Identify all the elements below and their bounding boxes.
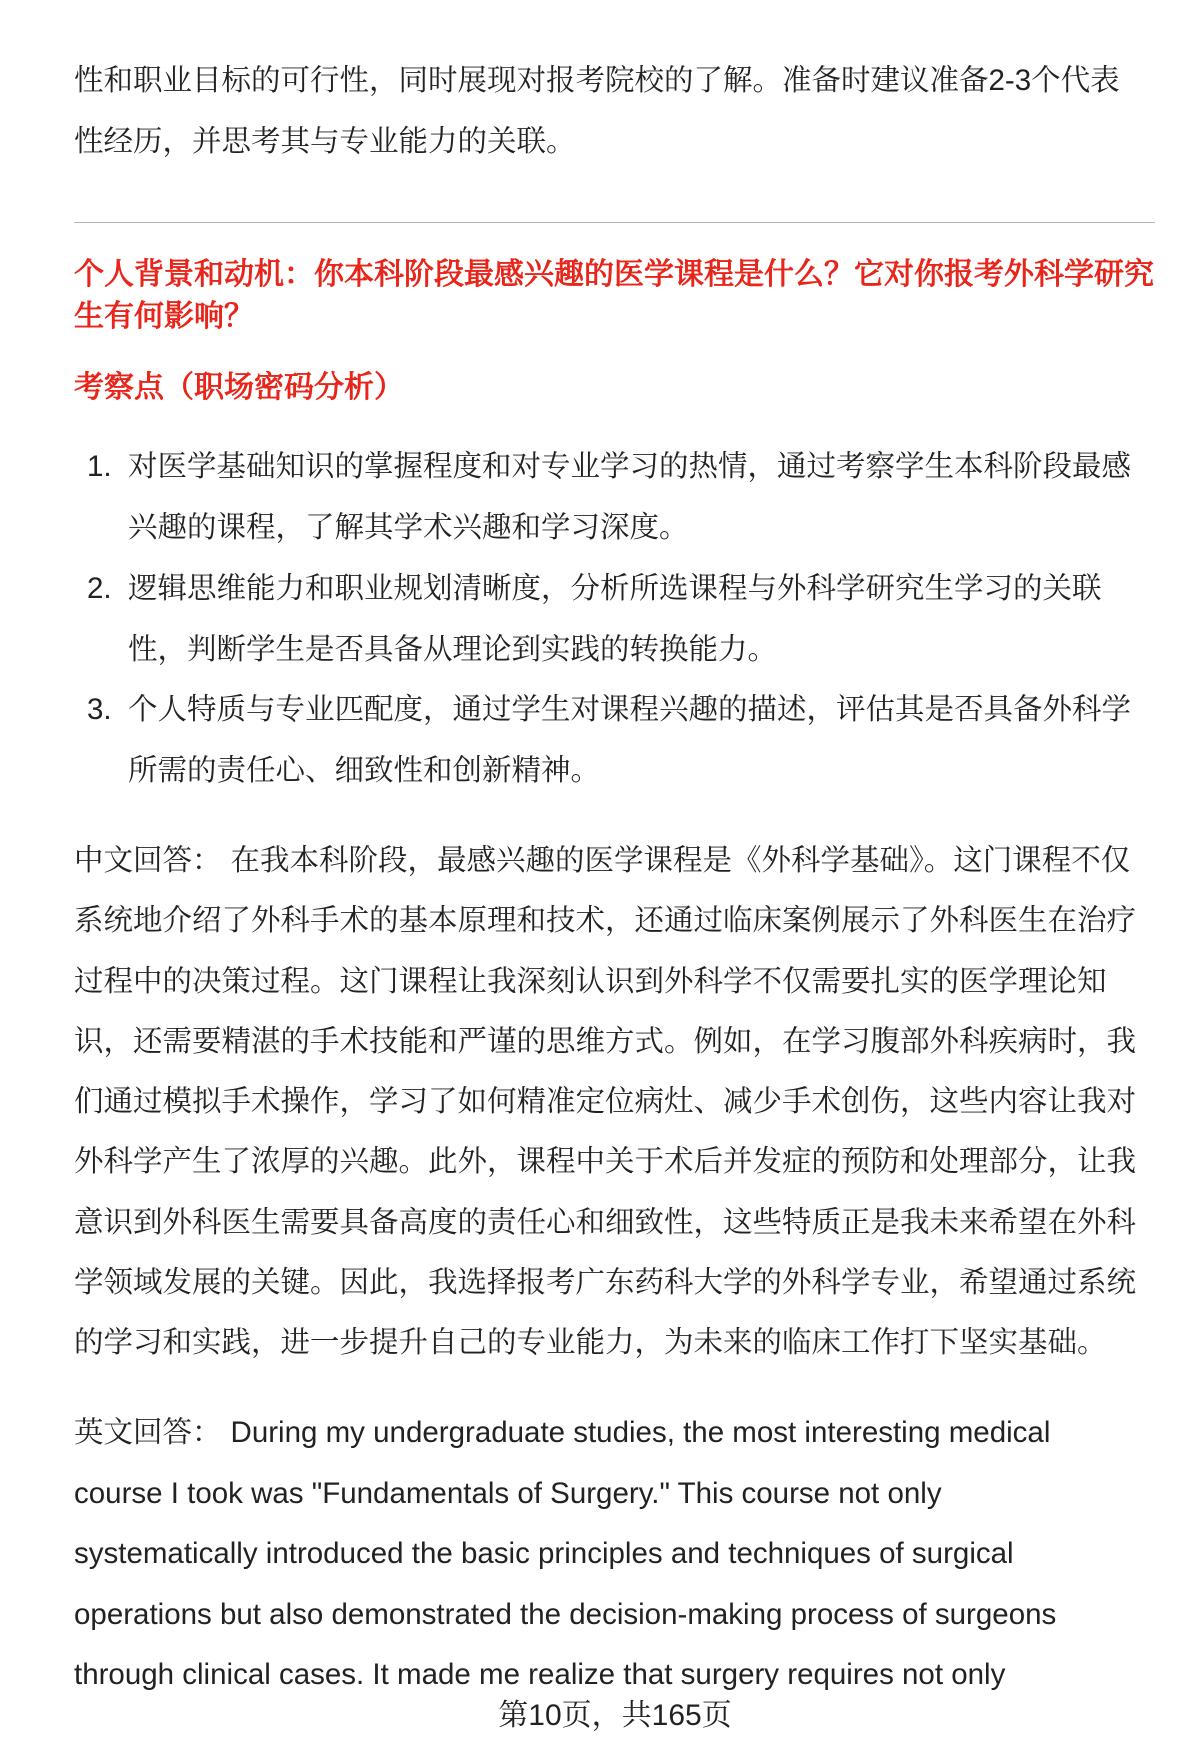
focus-point-item	[87, 559, 1102, 680]
focus-heading-text: 考察点（职场密码分析）	[74, 371, 404, 404]
focus-point-item	[87, 437, 1131, 558]
chinese-answer	[74, 831, 1136, 1373]
list-item-line: 对医学基础知识的掌握程度和对专业学习的热情，通过考察学生本科阶段最感	[128, 450, 1132, 483]
chinese-answer-label: 中文回答：	[74, 844, 222, 877]
question-line: 生有何影响？	[74, 300, 254, 333]
answer-line: 系统地介绍了外科手术的基本原理和技术，还通过临床案例展示了外科医生在治疗	[74, 904, 1137, 938]
section-divider	[74, 222, 1155, 223]
answer-text: 在我本科阶段，最感兴趣的医学课程是《外科学基础》。这门课程不仅	[230, 844, 1131, 877]
list-item-line: 个人特质与专业匹配度，通过学生对课程兴趣的描述，评估其是否具备外科学	[128, 693, 1132, 726]
answer-line: through clinical cases. It made me realize that surgery requires not only	[74, 1658, 1006, 1691]
answer-line: course I took was "Fundamentals of Surgery." This course not only	[74, 1476, 942, 1510]
question-line: 个人背景和动机：你本科阶段最感兴趣的医学课程是什么？它对你报考外科学研究	[74, 258, 1154, 291]
answer-line	[74, 1403, 1056, 1464]
focus-point-item	[87, 680, 1131, 801]
paragraph-line: 性经历，并思考其与专业能力的关联。	[74, 124, 576, 158]
answer-line	[74, 831, 1136, 891]
question-heading	[74, 254, 1154, 338]
answer-line: operations but also demonstrated the decision-making process of surgeons	[74, 1597, 1057, 1631]
answer-line: 们通过模拟手术操作，学习了如何精准定位病灶、减少手术创伤，这些内容让我对	[74, 1085, 1137, 1118]
answer-line: systematically introduced the basic principles and techniques of surgical	[74, 1537, 1014, 1570]
english-answer-label: 英文回答：	[74, 1416, 222, 1449]
answer-line: 学领域发展的关键。因此，我选择报考广东药科大学的外科学专业，希望通过系统	[74, 1265, 1137, 1299]
list-item-line: 兴趣的课程，了解其学术兴趣和学习深度。	[128, 510, 689, 544]
list-item-line: 性，判断学生是否具备从理论到实践的转换能力。	[128, 632, 778, 666]
list-number: 2.	[87, 572, 112, 605]
list-number: 1.	[87, 450, 112, 483]
list-item-line: 逻辑思维能力和职业规划清晰度，分析所选课程与外科学研究生学习的关联	[128, 572, 1102, 605]
answer-text: During my undergraduate studies, the most interesting medical	[230, 1416, 1051, 1449]
list-number: 3.	[87, 693, 112, 726]
intro-continuation	[74, 51, 1120, 172]
focus-heading	[74, 367, 404, 409]
page-indicator: 第10页，共165页	[498, 1699, 732, 1732]
answer-line: 识，还需要精湛的手术技能和严谨的思维方式。例如，在学习腹部外科疾病时，我	[74, 1024, 1137, 1058]
paragraph-line: 性和职业目标的可行性，同时展现对报考院校的了解。准备时建议准备2-3个代表	[74, 64, 1120, 97]
list-item-line: 所需的责任心、细致性和创新精神。	[128, 753, 601, 787]
answer-line: 过程中的决策过程。这门课程让我深刻认识到外科学不仅需要扎实的医学理论知	[74, 964, 1107, 998]
answer-line: 外科学产生了浓厚的兴趣。此外，课程中关于术后并发症的预防和处理部分，让我	[74, 1145, 1137, 1179]
answer-line: 意识到外科医生需要具备高度的责任心和细致性，这些特质正是我未来希望在外科	[74, 1205, 1137, 1239]
answer-line: 的学习和实践，进一步提升自己的专业能力，为未来的临床工作打下坚实基础。	[74, 1326, 1107, 1359]
english-answer	[74, 1403, 1056, 1706]
